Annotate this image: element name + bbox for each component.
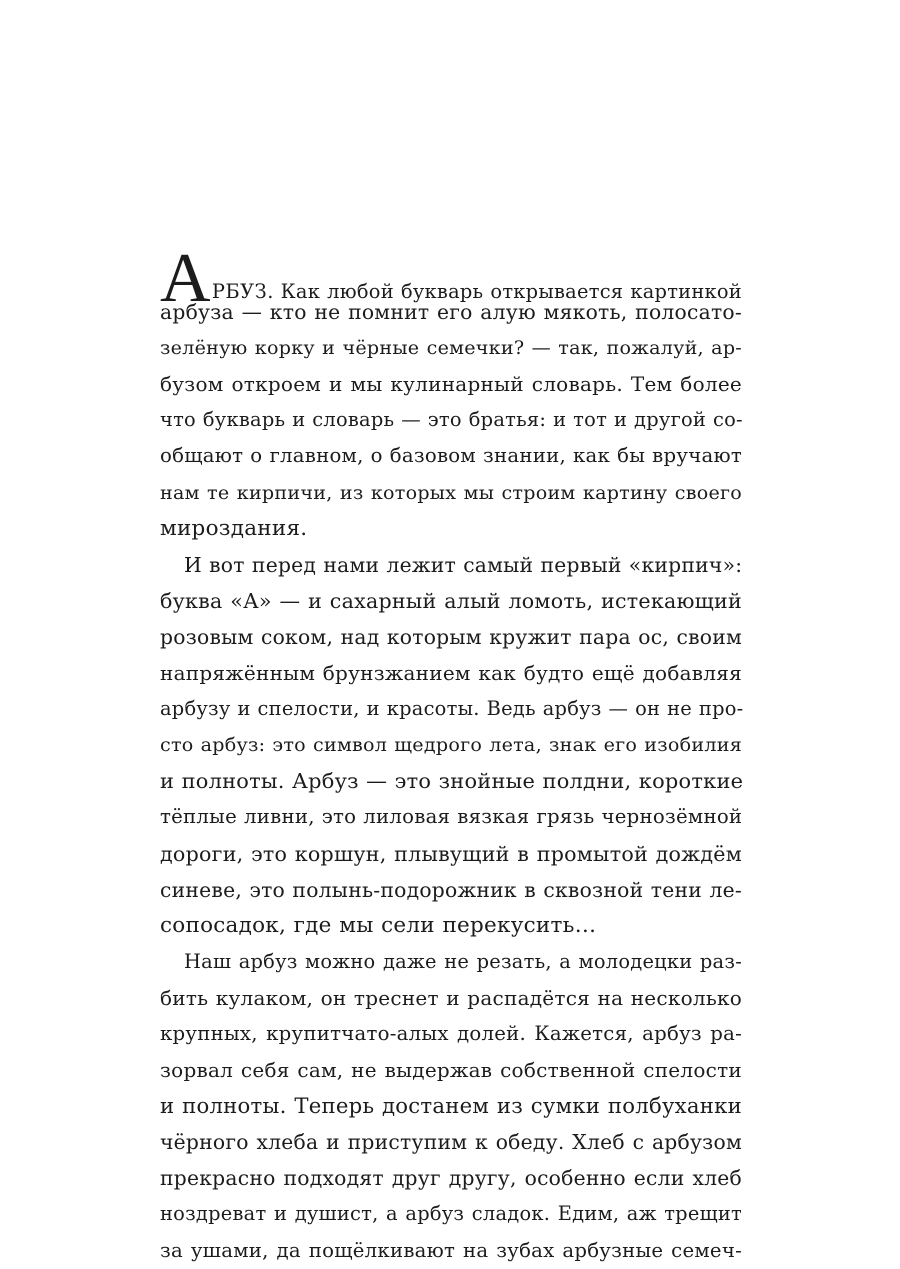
paragraph-3 [160, 944, 742, 1269]
text-line: розовым соком, над которым кружит пара ос, своим [160, 624, 742, 649]
text-line: чёрного хлеба и приступим к обеду. Хлеб с арбузом [160, 1130, 742, 1155]
text-line: Наш арбуз можно даже не резать, а молодецки раз- [184, 949, 742, 973]
text-line: дороги, это коршун, плывущий в промытой дождём [160, 841, 742, 866]
text-line: общают о главном, о базовом знании, как бы вручают [160, 444, 742, 468]
text-line: сто арбуз: это символ щедрого лета, знак его изобилия [160, 733, 742, 757]
text-line: тёплые ливни, это лиловая вязкая грязь чернозёмной [160, 805, 743, 829]
text-line: арбуза — кто не помнит его алую мякоть, полосато- [160, 300, 742, 325]
text-line: буква «А» — и сахарный алый ломоть, истекающий [160, 588, 742, 613]
drop-cap: А [160, 240, 211, 317]
body-text [160, 240, 744, 1269]
text-line: и полноты. Теперь достанем из сумки полбуханки [160, 1093, 742, 1119]
text-line: зорвал себя сам, не выдержав собственной спелости [160, 1058, 742, 1083]
text-line: арбузу и спелости, и красоты. Ведь арбуз — он не про- [160, 697, 744, 721]
text-line: и полноты. Арбуз — это знойные полдни, короткие [160, 769, 744, 794]
line-text: . Как любой букварь открывается картинкой [267, 280, 742, 303]
text-line: крупных, крупитчато-алых долей. Кажется, арбуз ра- [160, 1021, 742, 1045]
paragraph-1 [160, 240, 743, 547]
paragraph-2 [160, 547, 742, 944]
text-line: И вот перед нами лежит самый первый «кирпич»: [184, 552, 743, 577]
text-line: напряжённым брунзжанием как будто ещё добавляя [160, 661, 742, 686]
text-line: что букварь и словарь — это братья: и тот и другой со- [160, 408, 743, 432]
text-line: зелёную корку и чёрные семечки? — так, пожалуй, ар- [160, 336, 742, 360]
text-line: бузом откроем и мы кулинарный словарь. Тем более [160, 372, 742, 397]
text-line: ноздреват и душист, а арбуз сладок. Едим, аж трещит [160, 1202, 742, 1226]
text-line: бить кулаком, он треснет и распадётся на несколько [160, 985, 742, 1010]
text-line: синеве, это полынь-подорожник в сквозной тени ле- [160, 877, 742, 902]
text-line: прекрасно подходят друг другу, особенно если хлеб [160, 1166, 742, 1191]
text-line: мироздания. [160, 515, 308, 541]
first-word-rest: РБУЗ [211, 280, 268, 303]
text-line: сопосадок, где мы сели перекусить… [160, 912, 597, 938]
text-line: за ушами, да пощёлкивают на зубах арбузные семеч- [160, 1238, 742, 1262]
text-line: нам те кирпичи, из которых мы строим картину своего [160, 480, 742, 504]
